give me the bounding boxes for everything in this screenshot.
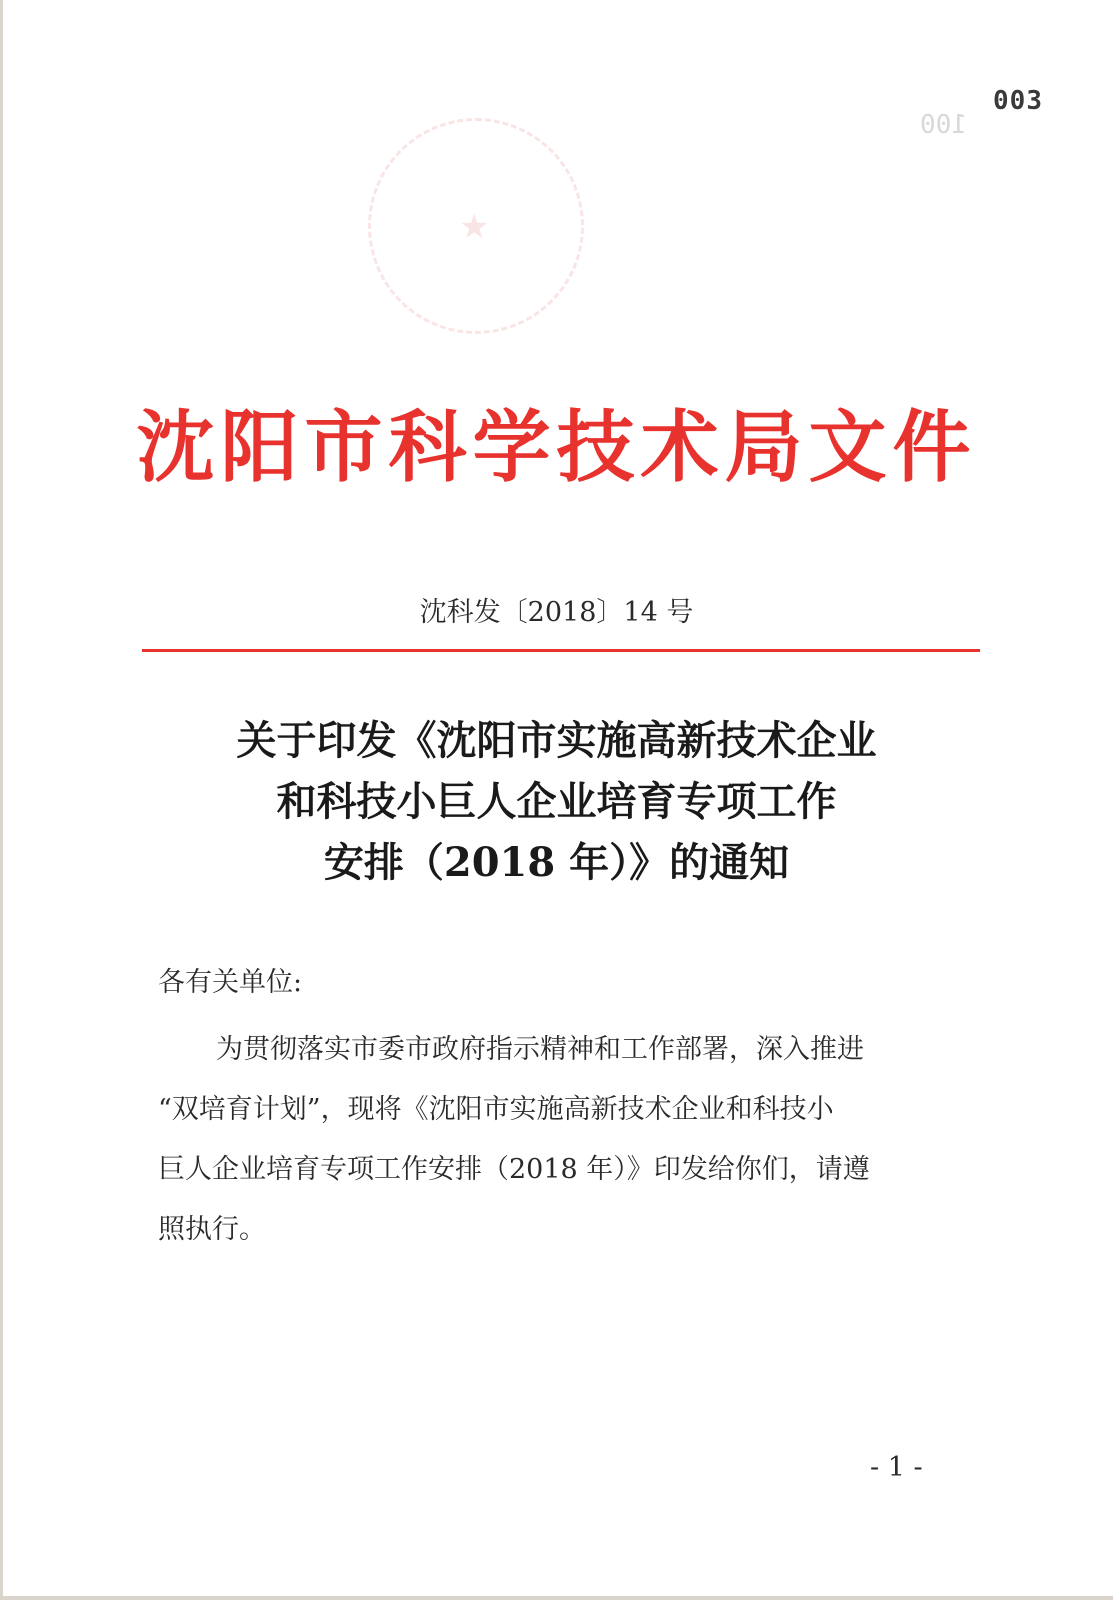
body-line: 为贯彻落实市委市政府指示精神和工作部署，深入推进 xyxy=(216,1034,864,1065)
body-line: 照执行。 xyxy=(158,1214,266,1245)
salutation: 各有关单位: xyxy=(158,967,303,998)
faded-seal-stamp xyxy=(368,118,584,334)
body-paragraph xyxy=(158,1020,948,1260)
body-line: “双培育计划”，现将《沈阳市实施高新技术企业和科技小 xyxy=(158,1094,834,1125)
document-title xyxy=(0,710,1113,893)
red-separator-line xyxy=(142,649,980,652)
title-line: 和科技小巨人企业培育专项工作 xyxy=(276,778,837,825)
archive-page-number: 003 xyxy=(993,86,1043,116)
document-number: 沈科发〔2018〕14 号 xyxy=(419,597,694,628)
title-line: 关于印发《沈阳市实施高新技术企业 xyxy=(236,717,877,764)
bleed-through-page-number: 100 xyxy=(920,110,967,140)
title-line: 安排（2018 年）》的通知 xyxy=(323,839,790,886)
body-line: 巨人企业培育专项工作安排（2018 年）》印发给你们，请遵 xyxy=(158,1154,870,1185)
page-footer-number: - 1 - xyxy=(870,1452,923,1483)
seal-star-icon: ★ xyxy=(459,207,490,247)
agency-document-header: 沈阳市科学技术局文件 xyxy=(136,403,977,493)
